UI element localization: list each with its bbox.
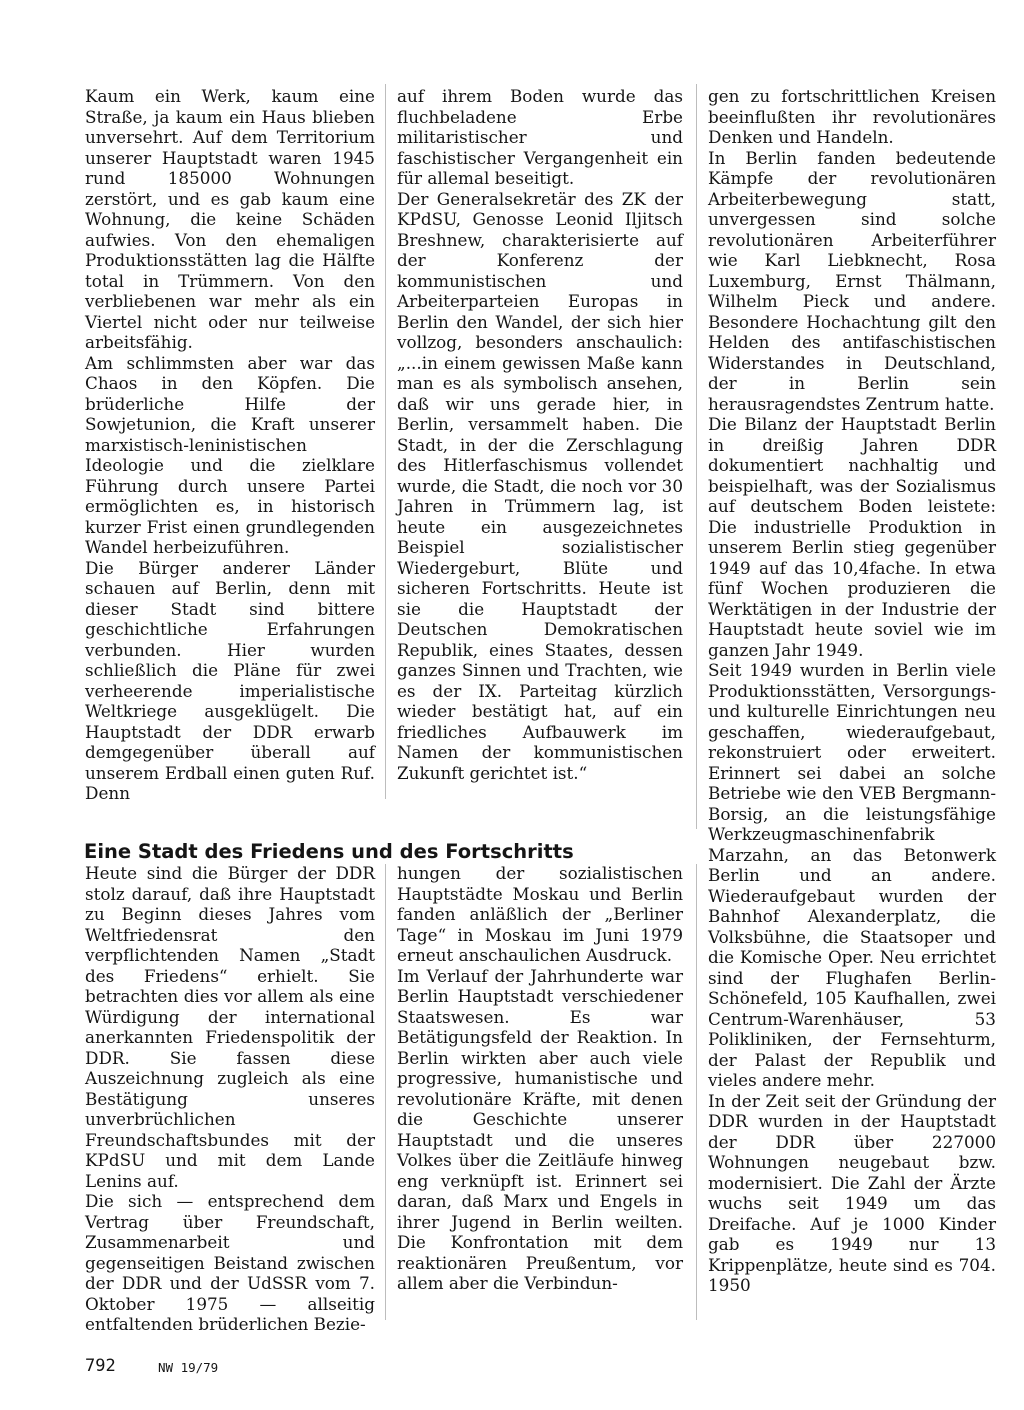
paragraph: Heute sind die Bürger der DDR stolz darauf, daß ihre Hauptstadt zu Beginn dieses Jahres vom Weltfriedensrat den verpflichtenden Namen „Stadt des Friedens“ erhielt. Sie betrachten dies vor allem als eine Würdigung der international anerkannten Friedenspolitik der DDR. Sie fassen diese Auszeichnung zugleich als eine Bestätigung unseres unverbrüchlichen Freundschaftsbundes mit der KPdSU und mit dem Lande Lenins auf. [85, 863, 375, 1191]
paragraph: Kaum ein Werk, kaum eine Straße, ja kaum ein Haus blieben unversehrt. Auf dem Territorium unserer Hauptstadt waren 1945 rund 185000 Wohnungen zerstört, und es gab kaum eine Wohnung, die keine Schäden aufwies. Von den ehemaligen Produktionsstätten lag die Hälfte total in Trümmern. Von den verbliebenen war mehr als ein Viertel nicht oder nur teilweise arbeitsfähig. [85, 86, 375, 352]
paragraph: hungen der sozialistischen Hauptstädte Moskau und Berlin fanden anläßlich der „Berliner Tage“ in Moskau im Juni 1979 erneut anschaulichen Ausdruck. [397, 863, 683, 965]
page-number: 792 [85, 1356, 116, 1376]
column-divider [385, 864, 386, 1320]
paragraph: Die sich — entsprechend dem Vertrag über Freundschaft, Zusammenarbeit und gegenseitigen Beistand zwischen der DDR und der UdSSR vom 7. Oktober 1975 — allseitig entfaltenden brüderlichen Bezie- [85, 1191, 375, 1334]
column-divider [696, 84, 697, 829]
column-divider [696, 864, 697, 1320]
article-column-3 [708, 86, 996, 1296]
paragraph: Die Bilanz der Hauptstadt Berlin in dreißig Jahren DDR dokumentiert nachhaltig und beispielhaft, was der Sozialismus auf deutschem Boden leistete: Die industrielle Produktion in unserem Berlin stieg gegenüber 1949 auf das 10,4fache. In etwa fünf Wochen produzieren die Werktätigen in der Industrie der Hauptstadt heute soviel wie im ganzen Jahr 1949. [708, 414, 996, 660]
article-column-2-top [397, 86, 683, 783]
article-column-2-bottom [397, 863, 683, 1294]
paragraph: Im Verlauf der Jahrhunderte war Berlin Hauptstadt verschiedener Staatswesen. Es war Betätigungsfeld der Reaktion. In Berlin wirkten aber auch viele progressive, humanistische und revolutionäre Kräfte, mit denen die Geschichte unserer Hauptstadt und die unseres Volkes über die Zeitläufe hinweg eng verknüpft ist. Erinnert sei daran, daß Marx und Engels in ihrer Jugend in Berlin weilten. Die Konfrontation mit dem reaktionären Preußentum, vor allem aber die Verbindun- [397, 965, 683, 1293]
column-divider [385, 84, 386, 799]
paragraph: Seit 1949 wurden in Berlin viele Produktionsstätten, Versorgungs- und kulturelle Einrichtungen neu geschaffen, wiederaufgebaut, rekonstruiert oder erweitert. Erinnert sei dabei an solche Betriebe wie den VEB Bergmann-Borsig, an die leistungsfähige Werkzeugmaschinenfabrik Marzahn, an das Betonwerk Berlin und an andere. Wiederaufgebaut wurden der Bahnhof Alexanderplatz, die Volksbühne, die Staatsoper und die Komische Oper. Neu errichtet sind der Flughafen Berlin-Schönefeld, 105 Kaufhallen, zwei Centrum-Warenhäuser, 53 Polikliniken, der Fernsehturm, der Palast der Republik und vieles andere mehr. [708, 660, 996, 1090]
paragraph: Der Generalsekretär des ZK der KPdSU, Genosse Leonid Iljitsch Breshnew, charakterisierte auf der Konferenz der kommunistischen und Arbeiterparteien Europas in Berlin den Wandel, der sich hier vollzog, besonders anschaulich: „...in einem gewissen Maße kann man es als symbolisch ansehen, daß wir uns gerade hier, in Berlin, versammelt haben. Die Stadt, in der die Zerschlagung des Hitlerfaschismus vollendet wurde, die Stadt, die noch vor 30 Jahren in Trümmern lag, ist heute ein ausgezeichnetes Beispiel sozialistischer Wiedergeburt, Blüte und sicheren Fortschritts. Heute ist sie die Hauptstadt der Deutschen Demokratischen Republik, eines Staates, dessen ganzes Sinnen und Trachten, wie es der IX. Parteitag kürzlich wieder bestätigt hat, auf ein friedliches Aufbauwerk im Namen der kommunistischen Zukunft gerichtet ist.“ [397, 188, 683, 783]
paragraph: Die Bürger anderer Länder schauen auf Berlin, denn mit dieser Stadt sind bittere geschichtliche Erfahrungen verbunden. Hier wurden schließlich die Pläne für zwei verheerende imperialistische Weltkriege ausgeklügelt. Die Hauptstadt der DDR erwarb demgegenüber überall auf unserem Erdball einen guten Ruf. Denn [85, 557, 375, 803]
issue-label: NW 19/79 [158, 1360, 219, 1375]
article-column-1-bottom [85, 863, 375, 1335]
paragraph: In der Zeit seit der Gründung der DDR wurden in der Hauptstadt der DDR über 227000 Wohnungen neugebaut bzw. modernisiert. Die Zahl der Ärzte wuchs seit 1949 um das Dreifache. Auf je 1000 Kinder gab es 1949 nur 13 Krippenplätze, heute sind es 704. 1950 [708, 1090, 996, 1295]
paragraph: auf ihrem Boden wurde das fluchbeladene Erbe militaristischer und faschistischer Vergangenheit ein für allemal beseitigt. [397, 86, 683, 188]
paragraph: gen zu fortschrittlichen Kreisen beeinflußten ihr revolutionäres Denken und Handeln. [708, 86, 996, 147]
article-column-1-top [85, 86, 375, 804]
paragraph: In Berlin fanden bedeutende Kämpfe der revolutionären Arbeiterbewegung statt, unvergessen sind solche revolutionären Arbeiterführer wie Karl Liebknecht, Rosa Luxemburg, Ernst Thälmann, Wilhelm Pieck und andere. Besondere Hochachtung gilt den Helden des antifaschistischen Widerstandes in Deutschland, der in Berlin sein herausragendstes Zentrum hatte. [708, 147, 996, 414]
paragraph: Am schlimmsten aber war das Chaos in den Köpfen. Die brüderliche Hilfe der Sowjetunion, die Kraft unserer marxistisch-leninistischen Ideologie und die zielklare Führung durch unsere Partei ermöglichten es, in historisch kurzer Frist einen grundlegenden Wandel herbeizuführen. [85, 352, 375, 557]
section-heading: Eine Stadt des Friedens und des Fortschritts [84, 840, 574, 864]
